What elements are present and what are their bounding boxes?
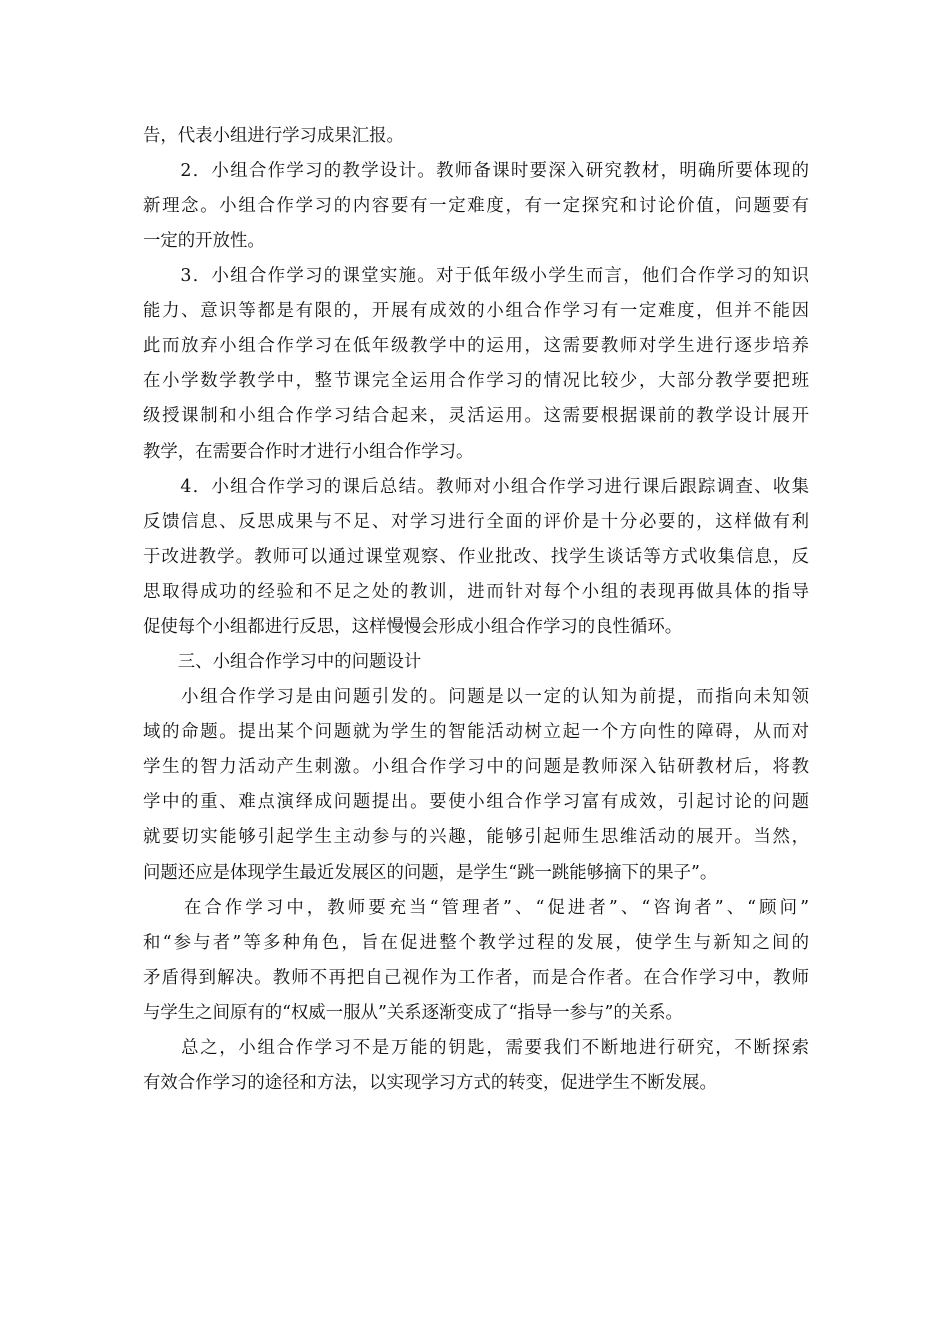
text-line: 在小学数学教学中，整节课完全运用合作学习的情况比较少，大部分教学要把班 xyxy=(143,371,809,391)
text-line: 此而放弃小组合作学习在低年级教学中的运用，这需要教师对学生进行逐步培养 xyxy=(143,336,809,356)
text-line: 和“参与者”等多种角色，旨在促进整个教学过程的发展，使学生与新知之间的 xyxy=(143,933,809,953)
text-line: 级授课制和小组合作学习结合起来，灵活运用。这需要根据课前的教学设计展开 xyxy=(143,406,809,426)
text-line: 学生的智力活动产生刺激。小组合作学习中的问题是教师深入钻研教材后，将教 xyxy=(143,757,809,777)
text-line: 新理念。小组合作学习的内容要有一定难度，有一定探究和讨论价值，问题要有 xyxy=(143,196,809,216)
text-line: 告，代表小组进行学习成果汇报。 xyxy=(143,126,404,146)
text-line: 域的命题。提出某个问题就为学生的智能活动树立起一个方向性的障碍，从而对 xyxy=(143,722,809,742)
text-line: 一定的开放性。 xyxy=(143,231,265,251)
text-line: 2．小组合作学习的教学设计。教师备课时要深入研究教材，明确所要体现的 xyxy=(143,161,809,181)
text-line: 4．小组合作学习的课后总结。教师对小组合作学习进行课后跟踪调查、收集 xyxy=(143,477,809,497)
text-line: 在合作学习中，教师要充当“管理者”、“促进者”、“咨询者”、“顾问” xyxy=(143,898,809,918)
text-line: 有效合作学习的途径和方法，以实现学习方式的转变，促进学生不断发展。 xyxy=(143,1073,717,1093)
text-line: 教学，在需要合作时才进行小组合作学习。 xyxy=(143,442,474,462)
text-line: 3．小组合作学习的课堂实施。对于低年级小学生而言，他们合作学习的知识 xyxy=(143,266,809,286)
text-line: 矛盾得到解决。教师不再把自己视作为工作者，而是合作者。在合作学习中，教师 xyxy=(143,968,809,988)
text-line: 反馈信息、反思成果与不足、对学习进行全面的评价是十分必要的，这样做有利 xyxy=(143,512,809,532)
text-line: 与学生之间原有的“权威一服从”关系逐渐变成了“指导一参与”的关系。 xyxy=(143,1003,683,1023)
text-line: 总之，小组合作学习不是万能的钥匙，需要我们不断地进行研究，不断探索 xyxy=(143,1038,809,1058)
text-line: 学中的重、难点演绎成问题提出。要使小组合作学习富有成效，引起讨论的问题 xyxy=(143,792,809,812)
text-line: 能力、意识等都是有限的，开展有成效的小组合作学习有一定难度，但并不能因 xyxy=(143,301,809,321)
text-line: 于改进教学。教师可以通过课堂观察、作业批改、找学生谈话等方式收集信息，反 xyxy=(143,547,809,567)
text-line: 促使每个小组都进行反思，这样慢慢会形成小组合作学习的良性循环。 xyxy=(143,617,683,637)
text-line: 问题还应是体现学生最近发展区的问题，是学生“跳一跳能够摘下的果子”。 xyxy=(143,863,718,883)
text-line: 就要切实能够引起学生主动参与的兴趣，能够引起师生思维活动的展开。当然， xyxy=(143,827,809,847)
text-line: 小组合作学习是由问题引发的。问题是以一定的认知为前提，而指向未知领 xyxy=(143,687,809,707)
section-heading: 三、小组合作学习中的问题设计 xyxy=(143,652,422,672)
text-line: 思取得成功的经验和不足之处的教训，进而针对每个小组的表现再做具体的指导 xyxy=(143,582,809,602)
